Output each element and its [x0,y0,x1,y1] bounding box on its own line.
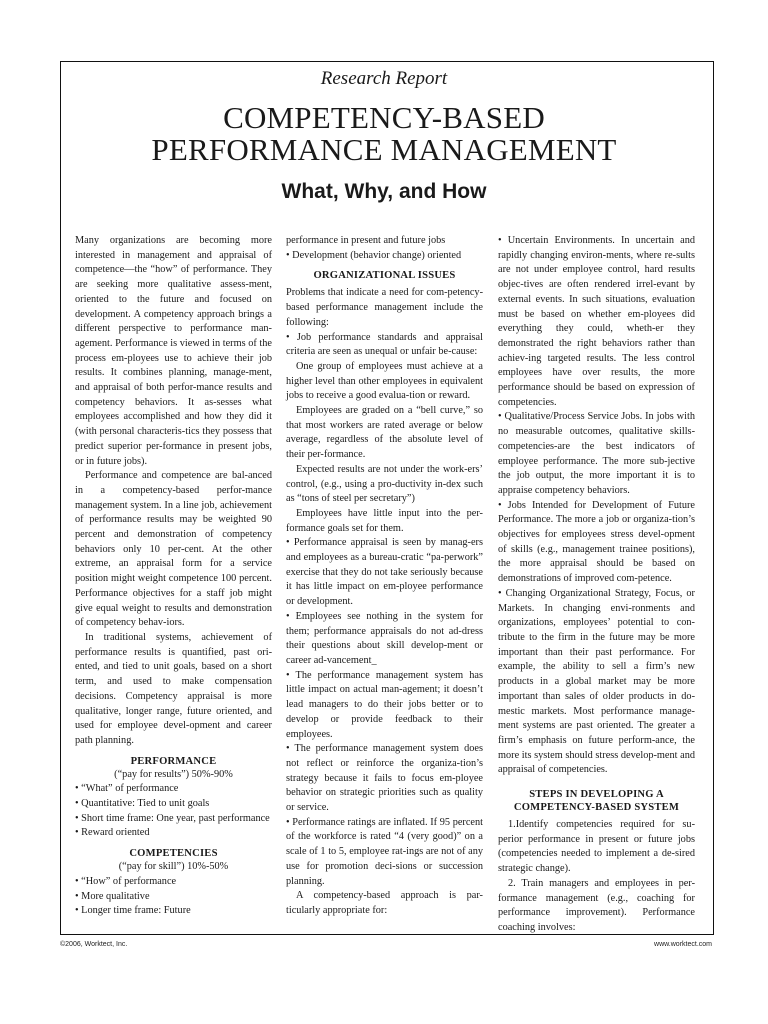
list-item: • Performance appraisal is seen by manag-ers and employees as a bureau-cratic “pa-perwork” exercise that they do not take seriously because it has little impact on em-ployee performance or development. [286,537,483,608]
paragraph: performance in present and future jobs [286,235,446,246]
list-item: • Short time frame: One year, past performance [75,812,270,824]
steps-heading-line-1: STEPS IN DEVELOPING A [529,789,664,801]
list-item: • Qualitative/Process Service Jobs. In jobs with no measurable outcomes, qualitative skills-competencies-are the best indicators of employee performance. The more sub-jective the job output, the more important it is to appraise competency behaviors. [498,411,695,496]
performance-heading: PERFORMANCE [130,755,217,767]
paragraph: 2. Train managers and employees in per-formance management (e.g., coaching for performance improvement). Performance coaching involves: [498,877,695,933]
paragraph: 1.Identify competencies required for su-perior performance in present or future jobs (competencies needed to implement a de-sired strategic change). [498,819,695,875]
competencies-list [75,875,272,919]
list-item: • Longer time frame: Future [75,905,191,917]
column-2 [286,234,483,919]
page-title [0,102,768,166]
paragraph: Problems that indicate a need for com-petency-based performance management include the following: [286,287,483,328]
list-item: • The performance management system does not reflect or reinforce the organiza-tion’s strategy because it fails to focus em-ployee behavior on strategic priorities such as quality or service. [286,743,483,814]
list-item: • Jobs Intended for Development of Future Performance. The more a job or organiza-tion’s objectives for employees stress devel-opment of skills (e.g., management trainee positions), the more appraisal should be based on demonstrations of improved com-petence. [498,499,695,585]
page-subtitle: What, Why, and How [281,180,487,203]
report-kicker: Research Report [320,68,448,89]
paragraph: In traditional systems, achievement of performance results is quantified, past ori-ented, and tied to unit goals, based on a short term, and used to make compensation decisions. Competency appraisal is more qualitative, longer range, future oriented, and used for employee devel-opment and career path planning. [75,631,272,746]
paragraph: A competency-based approach is par-ticularly appropriate for: [286,890,483,916]
list-item: • Job performance standards and appraisal criteria are seen as unequal or unfair be-cause: [286,331,483,358]
paragraph: Employees have little input into the per-formance goals set for them. [286,507,483,534]
list-item: • Employees see nothing in the system for them; performance appraisals do not ad-dress their questions about skill develop-ment or career ad-vancement_ [286,610,483,666]
paragraph: Performance and competence are bal-anced in a competency-based perfor-mance management system. In a line job, achievement of performance results may be weighted 90 percent and demonstration of competency behaviors only 10 per-cent. At the other extreme, an appraisal form for a service position might weight competence 100 percent. Performance objectives for a staff job might give equal weight to results and demonstration of competency behav-iors. [75,470,272,629]
title-line-2: PERFORMANCE MANAGEMENT [151,132,617,167]
competencies-heading: COMPETENCIES [129,848,218,860]
paragraph: Expected results are not under the work-ers’ control, (e.g., using a pro-ductivity in-dex such as “tons of steel per secretary”) [286,463,483,505]
competencies-subheading: (“pay for skill”) 10%-50% [118,861,229,873]
list-item: • “How” of performance [75,875,177,887]
list-item: • Uncertain Environments. In uncertain and rapidly changing environ-ments, where re-sults are not under employee control, hard results objec-tives are often rendered irrel-evant by external events. In such situations, evaluation must be based on whether em-ployees did everything they could, wheth-er they demonstrated the right behaviors rather than achiev-ing targeted results. The less control employees have over results, the more performance should be based on expression of competencies. [498,235,695,408]
list-item: • Performance ratings are inflated. If 95 percent of the workforce is rated “4 (very good)” on a scale of 1 to 5, employee rat-ings are not of any use for promotion deci-sions or succession planning. [286,816,483,887]
performance-list [75,782,272,841]
footer-copyright: ©2006, Worktect, Inc. [60,941,128,948]
paragraph: One group of employees must achieve at a higher level than other employees in equivalent jobs to receive a good evalua-tion or reward. [286,360,483,402]
column-3 [498,234,695,936]
organizational-issues-heading: ORGANIZATIONAL ISSUES [313,270,456,282]
list-item: • Reward oriented [75,827,150,839]
title-line-1: COMPETENCY-BASED [223,100,545,135]
column-1 [75,234,272,919]
footer-website: www.worktect.com [654,941,712,948]
steps-heading-line-2: COMPETENCY-BASED SYSTEM [513,802,680,814]
steps-heading [498,788,695,814]
paragraph: Employees are graded on a “bell curve,” so that most workers are rated average or below average, regardless of the absolute level of their per-formance. [286,405,483,461]
list-item: • The performance management system has little impact on actual man-agement; it doesn’t lead managers to do their jobs better or to develop or provide feedback to their employees. [286,669,483,740]
paragraph: Many organizations are becoming more interested in management and appraisal of competence—the “how” of performance. They are seeking more qualitative assess-ment, oriented to the future and focused on development. A competency approach brings a different perspective to performance man-agement. Performance is viewed in terms of the process em-ployees use to achieve their job results. It combines planning, manage-ment, and appraisal of both perfor-mance results and competency behaviors. It as-sesses what employees accomplished and how they did it (with personal characteris-tics they possess that predict superior per-formance in present jobs, or in future jobs). [75,235,272,467]
list-item: • More qualitative [75,890,150,902]
list-item: • Quantitative: Tied to unit goals [75,798,210,810]
list-item: • “What” of performance [75,783,179,795]
performance-subheading: (“pay for results”) 50%-90% [114,768,233,780]
list-item: • Changing Organizational Strategy, Focus, or Markets. In changing envi-ronments and organizations, employees’ potential to con-tribute to the firm in the future may be more important than their past performance. For example, the ability to sell a firm’s new products in a global market may be more important than sales of older products in do-mestic markets. Most performance manage-ment systems are past oriented. The greater a firm’s emphasis on future perform-ance, the more its system should stress develop-ment and appraisal of competencies. [498,587,695,776]
list-item: • Development (behavior change) oriented [286,249,462,261]
